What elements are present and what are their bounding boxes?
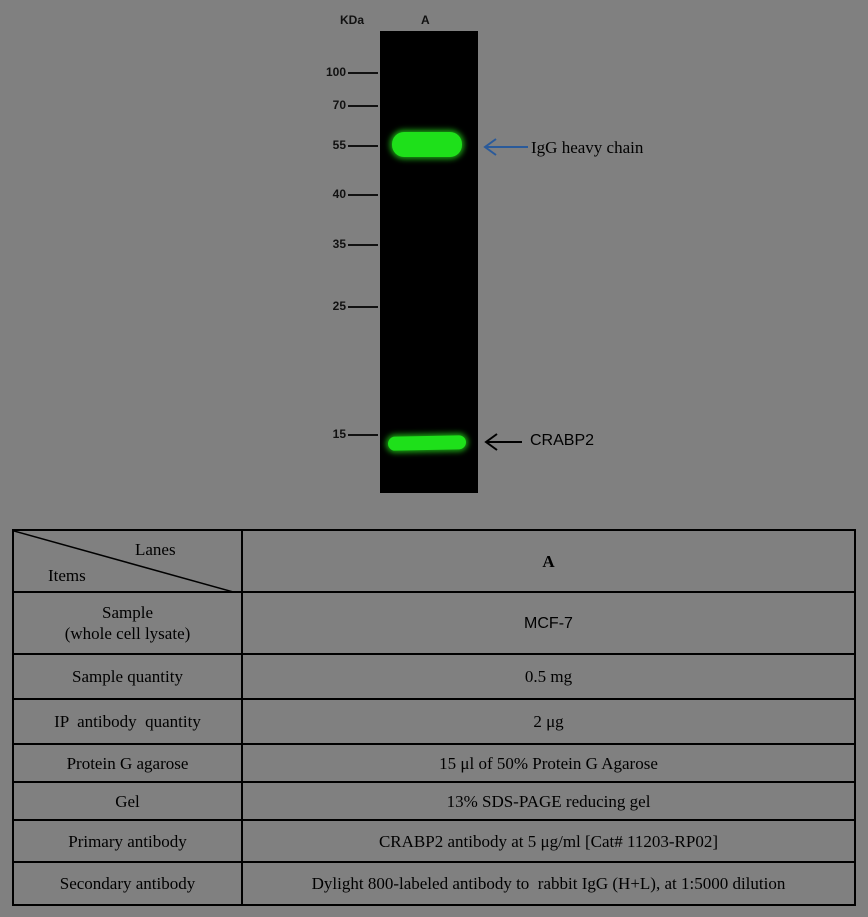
- row-label: Protein G agarose: [13, 744, 242, 782]
- marker-tick: [348, 194, 378, 196]
- row-value: 13% SDS-PAGE reducing gel: [242, 782, 855, 820]
- row-label: Sample quantity: [13, 654, 242, 699]
- table-row: [13, 862, 855, 905]
- row-value: 15 μl of 50% Protein G Agarose: [242, 744, 855, 782]
- row-label: IP antibody quantity: [13, 699, 242, 744]
- marker-tick: [348, 244, 378, 246]
- igg-heavy-chain-band: [392, 132, 462, 157]
- lane-a-header: A: [421, 13, 430, 27]
- marker-label: 55: [332, 138, 346, 152]
- lane-a-column-header: A: [242, 530, 855, 592]
- marker-tick: [348, 72, 378, 74]
- row-label: [13, 592, 242, 654]
- row-label: Primary antibody: [13, 820, 242, 862]
- sample-label-line2: (whole cell lysate): [64, 624, 191, 643]
- igg-arrow-icon: [480, 136, 530, 158]
- crabp2-band: [388, 435, 466, 451]
- header-diagonal-cell: [13, 530, 242, 592]
- lanes-label: Lanes: [135, 540, 176, 559]
- table-row: [13, 744, 855, 782]
- table-row: [13, 699, 855, 744]
- crabp2-arrow-icon: [482, 431, 524, 453]
- row-value: CRABP2 antibody at 5 μg/ml [Cat# 11203-RP02]: [242, 820, 855, 862]
- marker-tick: [348, 306, 378, 308]
- table-row: [13, 782, 855, 820]
- kda-label: KDa: [340, 13, 365, 27]
- marker-label: 15: [332, 427, 346, 441]
- row-label: Secondary antibody: [13, 862, 242, 905]
- marker-tick: [348, 145, 378, 147]
- row-value: 0.5 mg: [242, 654, 855, 699]
- marker-label: 35: [332, 237, 346, 251]
- table-header-row: [13, 530, 855, 592]
- marker-tick: [348, 105, 378, 107]
- blot-lane-a: [380, 31, 478, 493]
- marker-label: 70: [332, 98, 346, 112]
- sample-label-line1: Sample: [102, 603, 153, 622]
- crabp2-label: CRABP2: [530, 432, 595, 449]
- marker-tick: [348, 434, 378, 436]
- marker-label: 100: [325, 65, 346, 79]
- marker-label: 25: [332, 299, 346, 313]
- row-value: MCF-7: [242, 592, 855, 654]
- row-value: 2 μg: [242, 699, 855, 744]
- items-label: Items: [48, 566, 86, 585]
- experiment-conditions-table: [12, 529, 856, 906]
- table-row: [13, 820, 855, 862]
- igg-heavy-chain-label: IgG heavy chain: [531, 138, 644, 157]
- table-row: [13, 592, 855, 654]
- row-value: Dylight 800-labeled antibody to rabbit IgG (H+L), at 1:5000 dilution: [242, 862, 855, 905]
- table-row: [13, 654, 855, 699]
- row-label: Gel: [13, 782, 242, 820]
- marker-label: 40: [332, 187, 346, 201]
